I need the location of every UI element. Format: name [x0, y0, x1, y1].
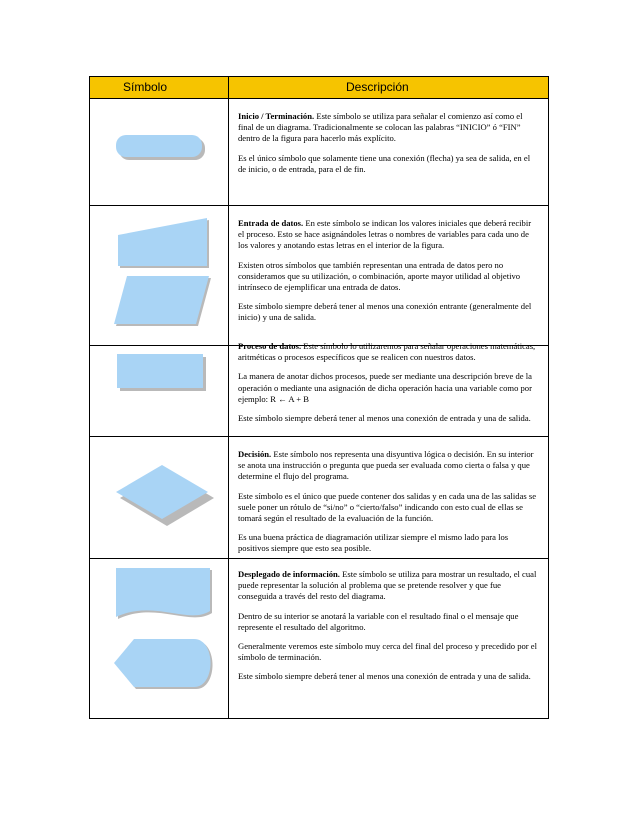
- row-title: Inicio / Terminación.: [238, 111, 315, 121]
- table-row: [90, 206, 548, 346]
- paragraph: Este símbolo siempre deberá tener al menos una conexión de entrada y una de salida.: [238, 671, 531, 682]
- output-symbols: [90, 559, 228, 718]
- document-symbol-icon: [116, 568, 212, 619]
- data-io-parallelogram-icon: [114, 276, 211, 326]
- paragraph: Es el único símbolo que solamente tiene una conexión (flecha) ya sea de salida, en el de inicio, o de entrada, para el de fin.: [238, 152, 531, 174]
- table-row: [90, 559, 548, 718]
- paragraph: Este símbolo se utiliza para señalar el comienzo así como el final de un diagrama. Tradicionalmente se colocan las palabras “INICIO” ó “FIN” dentro de la figura para hacerlo más explícito.: [238, 111, 523, 144]
- table-row: [90, 328, 548, 437]
- row-title: Proceso de datos.: [238, 341, 302, 351]
- paragraph: Este símbolo nos representa una disyuntiva lógica o decisión. En su interior se anota una instrucción o pregunta que pueda ser evaluada como cierta o falsa y que determine el flujo del programa.: [238, 449, 534, 482]
- row-title: Desplegado de información.: [238, 569, 340, 579]
- row-title: Decisión.: [238, 449, 272, 459]
- paragraph: Dentro de su interior se anotará la variable con el resultado final o el mensaje que represente el resultado del algoritmo.: [238, 610, 519, 632]
- header-description: Descripción: [346, 80, 409, 94]
- terminator-symbol-icon: [90, 98, 228, 206]
- paragraph: Es una buena práctica de diagramación utilizar siempre el mismo lado para los positivos siempre que esto sea posible.: [238, 532, 509, 554]
- paragraph: La manera de anotar dichos procesos, puede ser mediante una descripción breve de la operación o mediante una asignación de dicha operación hacia una variable como por ejemplo: R ← A + B: [238, 371, 532, 404]
- paragraph: Existen otros símbolos que también representan una entrada de datos pero no consideramos que su utilización, o combinación, aporte mayor utilidad al objetivo intrínseco de ejemplificar una entrada de datos.: [238, 259, 521, 293]
- table-row: [90, 437, 548, 559]
- paragraph: Este símbolo es el único que puede contener dos salidas y en cada una de las salidas se suele poner un rótulo de “si/no” o “cierto/falso” indicando con esto cual de ellas se tomará según el resultado de la evaluación de la función.: [238, 490, 537, 524]
- row-description: [238, 569, 538, 691]
- process-rectangle-icon: [90, 328, 228, 437]
- header-symbol: Símbolo: [123, 80, 168, 94]
- row-title: Entrada de datos.: [238, 218, 304, 228]
- paragraph: Este símbolo lo utilizaremos para señalar operaciones matemáticas, aritméticas o procesos específicos que se realicen con nuestros datos.: [238, 341, 536, 363]
- row-description: [238, 341, 538, 432]
- paragraph: Este símbolo siempre deberá tener al menos una conexión entrante (generalmente del inicio) y una de salida.: [238, 301, 532, 323]
- paragraph: Este símbolo siempre deberá tener al menos una conexión de entrada y una de salida.: [238, 413, 531, 424]
- manual-input-symbol-icon: [118, 218, 209, 268]
- input-symbols: [90, 206, 228, 346]
- decision-diamond-icon: [90, 437, 228, 559]
- paragraph: Este símbolo se utiliza para mostrar un resultado, el cual puede representar la solución al problema que se pretende resolver y que fue conseguida a través del resto del diagrama.: [238, 569, 537, 602]
- symbols-table: [89, 76, 549, 719]
- table-header: [90, 77, 548, 99]
- display-symbol-icon: [114, 639, 213, 689]
- paragraph: En este símbolo se indican los valores iniciales que deberá recibir el proceso. Esto se hace asignándoles letras o nombres de variables para cada uno de los valores y anotando estas letras en el interior de la figura.: [238, 218, 532, 251]
- table-row: [90, 98, 548, 206]
- row-description: [238, 218, 538, 332]
- row-description: [238, 449, 538, 563]
- row-description: [238, 111, 538, 183]
- paragraph: Generalmente veremos este símbolo muy cerca del final del proceso y precedido por el símbolo de terminación.: [238, 641, 537, 663]
